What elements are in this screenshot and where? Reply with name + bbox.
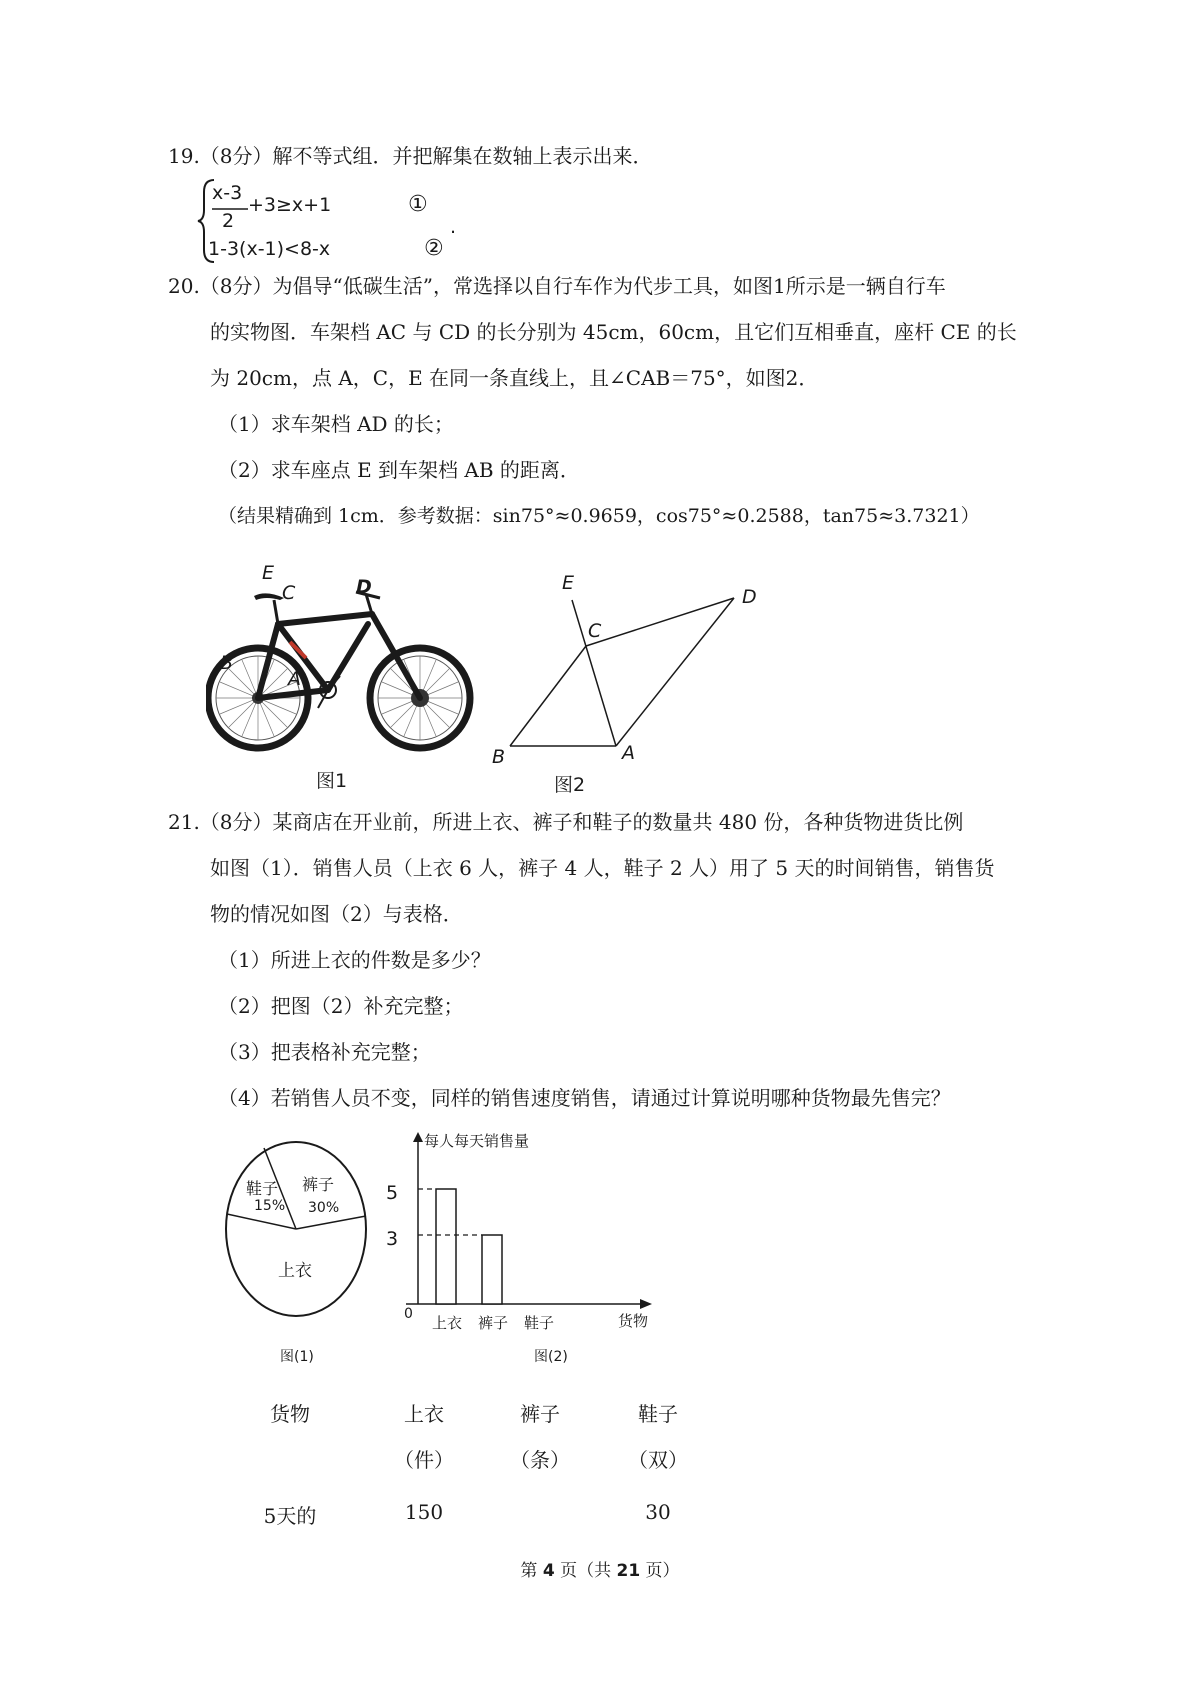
table-header-tops: 上衣 — [404, 1402, 444, 1426]
bar-xlabel: 货物 — [618, 1312, 649, 1330]
fig1-label-a: A — [288, 668, 301, 690]
footer-total-pages: 21 — [616, 1561, 641, 1581]
pie-divider-pants-tops — [296, 1216, 366, 1229]
bar-0 — [436, 1189, 456, 1304]
pie-label-pants: 裤子 — [302, 1175, 335, 1194]
q20-sub2: （2）求车座点 E 到车架档 AB 的距离． — [218, 458, 580, 482]
bar-chart — [386, 1130, 660, 1332]
table-cell-shoes: 30 — [645, 1500, 671, 1524]
pie-label-shoes: 鞋子 — [246, 1179, 279, 1198]
ineq1-mark: ① — [408, 192, 428, 217]
pie-pct-pants: 30% — [308, 1200, 340, 1216]
q19-stem: 19.（8分）解不等式组．并把解集在数轴上表示出来． — [168, 144, 653, 168]
table-row-label: 5天的 — [263, 1504, 317, 1528]
x-axis-arrow-icon — [640, 1299, 652, 1309]
q20-line1: 20.（8分）为倡导“低碳生活”，常选择以自行车作为代步工具，如图1所示是一辆自行车 — [168, 274, 946, 298]
fig1-label-c: C — [282, 582, 296, 604]
bar-xtick-shoes: 鞋子 — [524, 1314, 555, 1332]
ineq2: 1-3(x-1)<8-x — [208, 238, 331, 260]
fig2-caption: 图2 — [554, 774, 586, 796]
bar-origin: 0 — [404, 1306, 413, 1322]
fig2-label-b: B — [492, 746, 506, 768]
q21-sub3: （3）把表格补充完整； — [218, 1040, 431, 1064]
fig2-label-e: E — [562, 572, 575, 594]
table-unit-tops: （件） — [394, 1448, 454, 1472]
pie-svg — [224, 1140, 368, 1318]
bar-ytick-5: 5 — [386, 1182, 399, 1204]
table-header-goods: 货物 — [270, 1402, 310, 1426]
fig1-label-b: B — [220, 652, 234, 674]
fig1-label-d: D — [356, 576, 372, 598]
q20-line3: 为 20cm，点 A，C，E 在同一条直线上，且∠CAB＝75°，如图2． — [210, 366, 819, 390]
fig2-label-a: A — [622, 742, 635, 764]
table-unit-shoes: （双） — [628, 1448, 688, 1472]
footer-prefix: 第 — [520, 1561, 543, 1581]
bicycle-figure — [206, 562, 474, 760]
y-axis-arrow-icon — [413, 1132, 423, 1142]
q20-sub1: （1）求车架档 AD 的长； — [218, 412, 454, 436]
pie-divider-tops-shoes — [227, 1214, 296, 1229]
q21-sub1: （1）所进上衣的件数是多少？ — [218, 948, 491, 972]
pie-chart — [224, 1140, 368, 1318]
ineq1-rest: +3≥x+1 — [248, 194, 332, 216]
footer-mid: 页（共 — [554, 1561, 617, 1581]
bar-ylabel: 每人每天销售量 — [424, 1132, 530, 1150]
q21-sub4: （4）若销售人员不变，同样的销售速度销售，请通过计算说明哪种货物最先售完？ — [218, 1086, 951, 1110]
bar-caption: 图(2) — [534, 1349, 568, 1365]
ineq1-numerator: x-3 — [212, 182, 243, 204]
pie-caption: 图(1) — [280, 1349, 314, 1365]
fig2-label-c: C — [588, 620, 602, 642]
bar-xtick-pants: 裤子 — [478, 1314, 509, 1332]
table-unit-pants: （条） — [510, 1448, 570, 1472]
ineq1-denominator: 2 — [222, 210, 235, 232]
fig1-label-e: E — [262, 562, 275, 584]
table-header-pants: 裤子 — [520, 1402, 560, 1426]
geometry-diagram — [486, 578, 766, 768]
fig1-caption: 图1 — [316, 770, 348, 792]
q21-line1: 21.（8分）某商店在开业前，所进上衣、裤子和鞋子的数量共 480 份，各种货物进货比例 — [168, 810, 964, 834]
bar-svg — [400, 1130, 660, 1330]
fig2-label-d: D — [742, 586, 757, 608]
footer-suffix: 页） — [640, 1561, 680, 1581]
geometry-figure — [486, 572, 766, 768]
page-footer — [0, 1556, 1200, 1581]
ineq2-mark: ② — [424, 236, 444, 261]
bicycle-icon — [206, 580, 474, 760]
bar-ytick-3: 3 — [386, 1228, 399, 1250]
q21-line3: 物的情况如图（2）与表格． — [210, 902, 463, 926]
table-cell-tops: 150 — [404, 1500, 444, 1524]
pie-pct-shoes: 15% — [254, 1198, 286, 1214]
table-header-shoes: 鞋子 — [638, 1402, 678, 1426]
bar-xtick-tops: 上衣 — [432, 1314, 463, 1332]
q21-line2: 如图（1）．销售人员（上衣 6 人，裤子 4 人，鞋子 2 人）用了 5 天的时间销售，销售货 — [210, 856, 995, 880]
q20-note: （结果精确到 1cm．参考数据：sin75°≈0.9659，cos75°≈0.2588，tan75≈3.7321） — [218, 505, 980, 527]
q19-inequality-system — [196, 176, 496, 266]
ineq-period: . — [450, 216, 457, 238]
pie-label-tops: 上衣 — [278, 1261, 312, 1281]
footer-page-number: 4 — [542, 1561, 555, 1581]
q20-line2: 的实物图．车架档 AC 与 CD 的长分别为 45cm，60cm，且它们互相垂直，座杆 CE 的长 — [210, 320, 1017, 344]
q21-sub2: （2）把图（2）补充完整； — [218, 994, 464, 1018]
bar-1 — [482, 1235, 502, 1304]
